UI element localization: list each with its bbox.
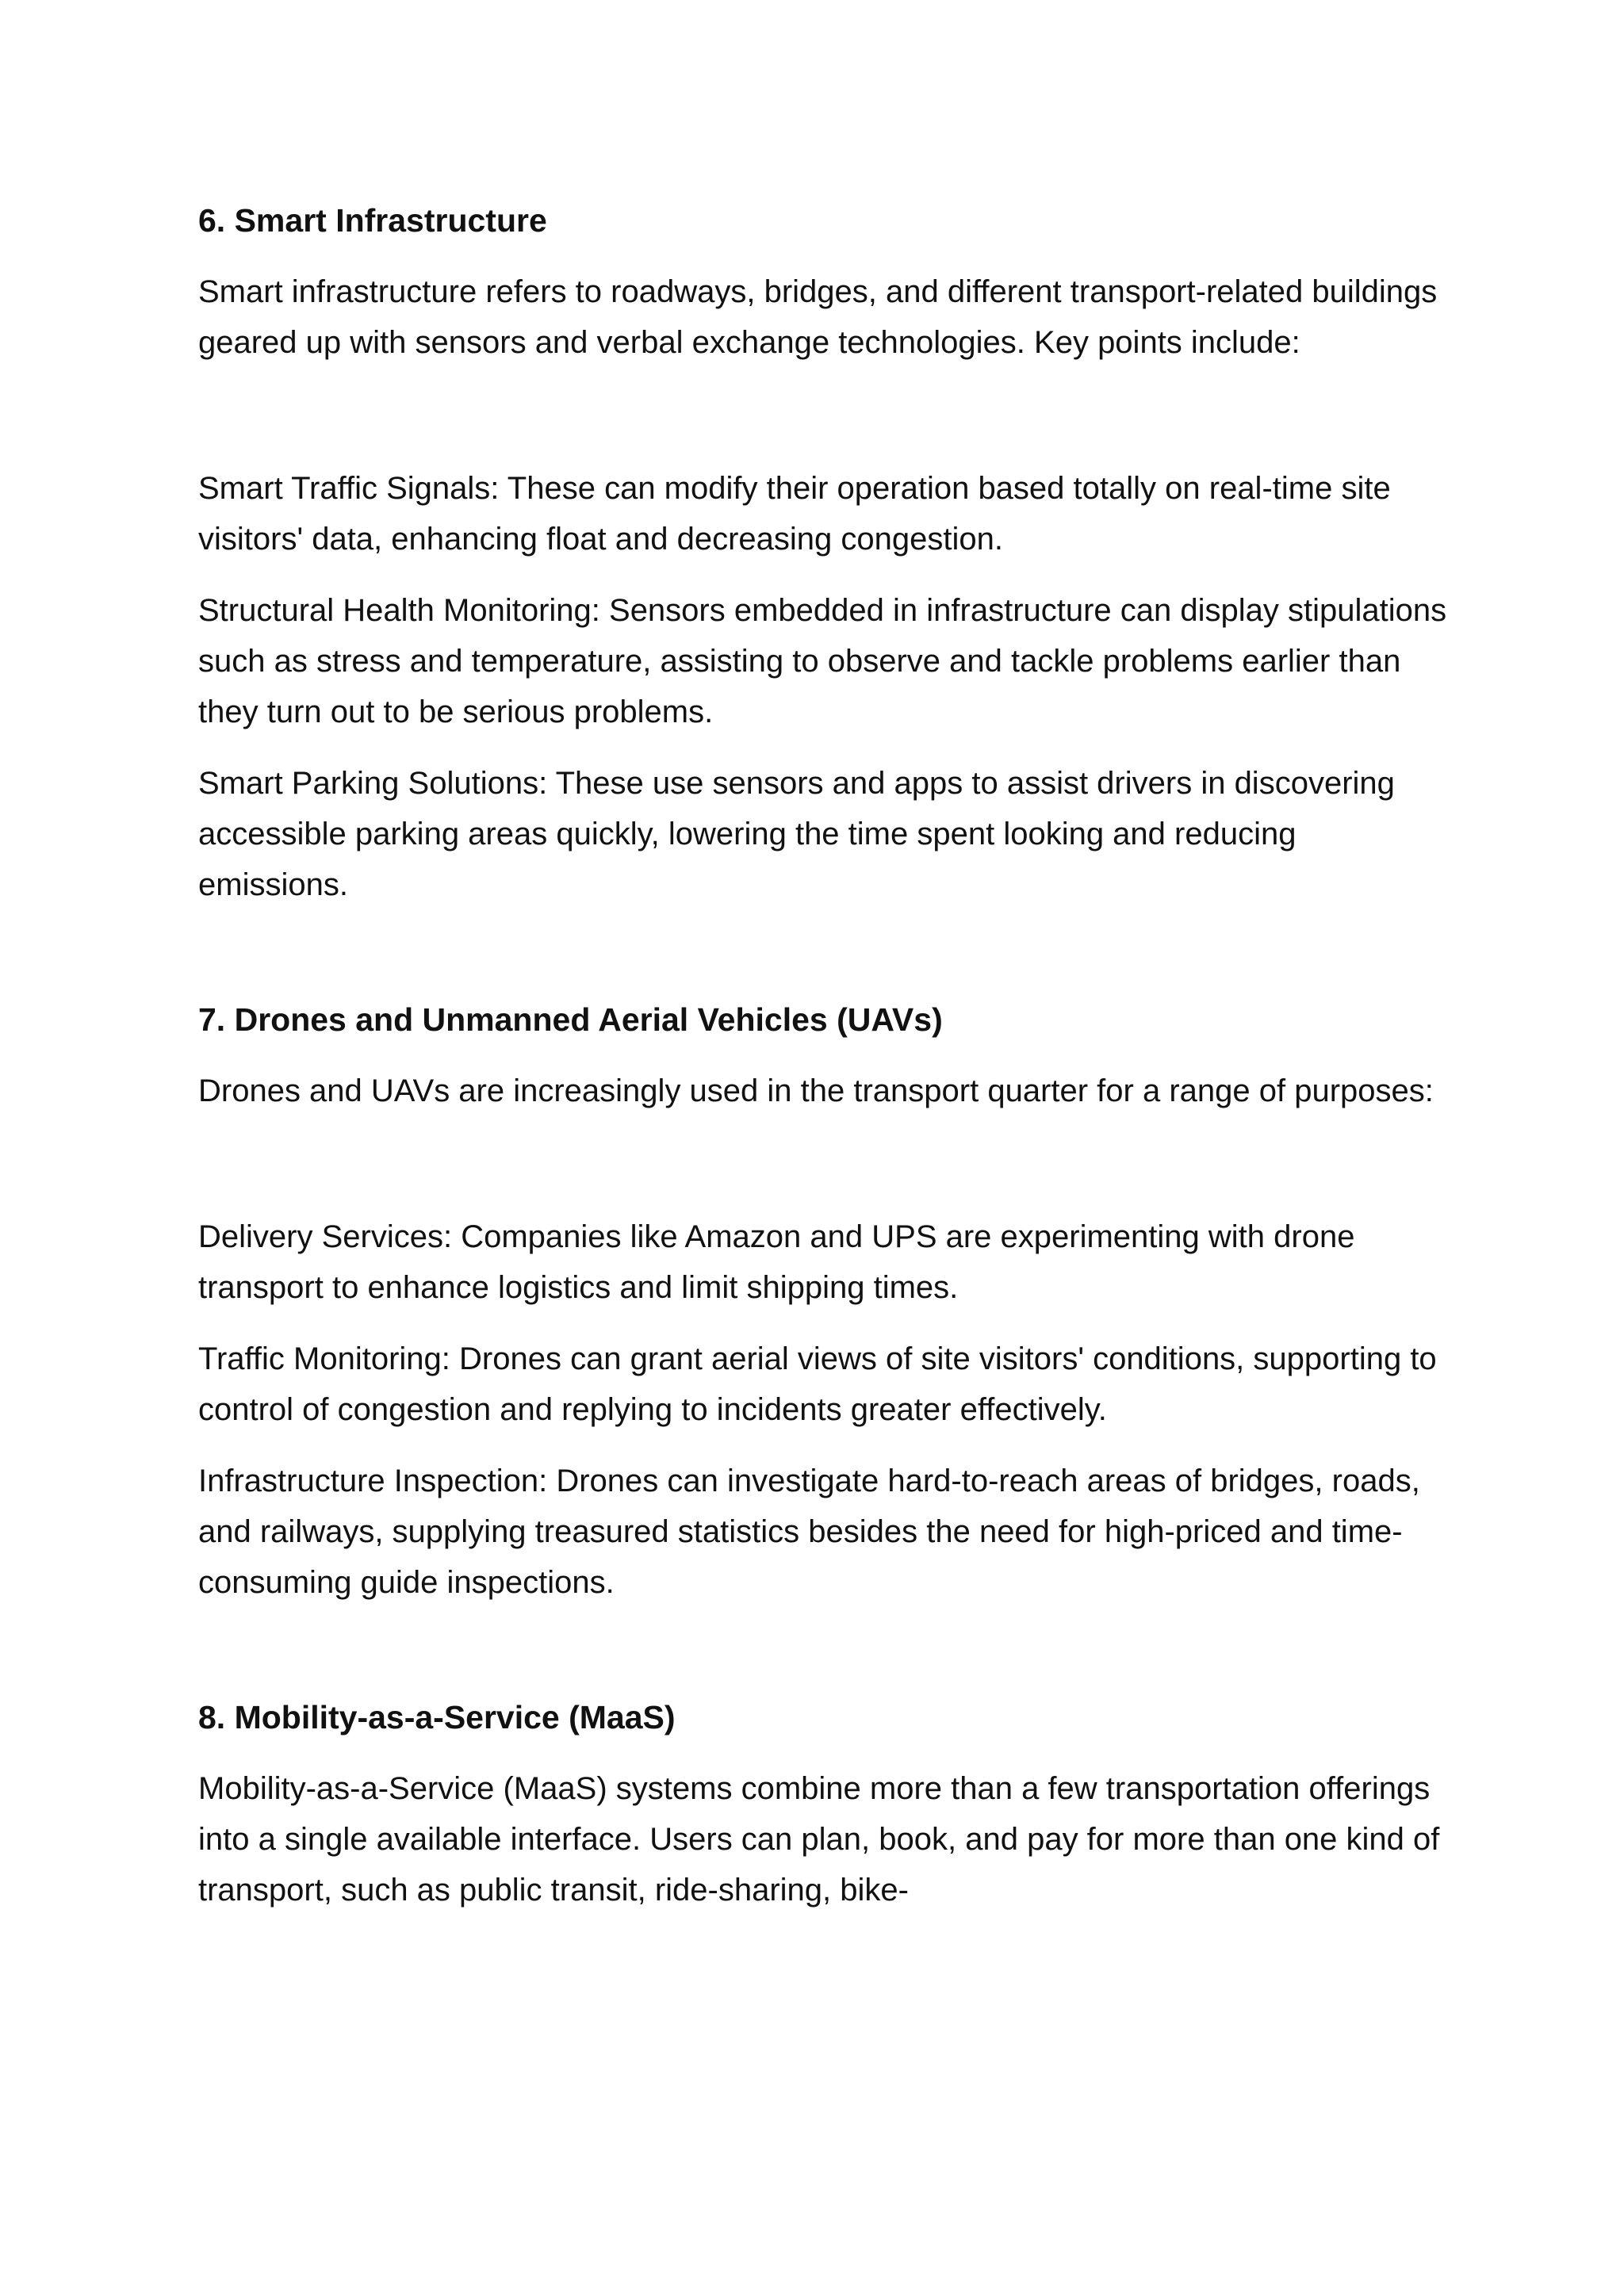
section-smart-infrastructure	[198, 198, 1451, 910]
section-intro: Drones and UAVs are increasingly used in the transport quarter for a range of purposes:	[198, 1073, 1434, 1108]
point-delivery-services: Delivery Services: Companies like Amazon and UPS are experimenting with drone transport to enhance logistics and limit shipping times.	[198, 1219, 1355, 1305]
section-intro: Mobility-as-a-Service (MaaS) systems combine more than a few transportation offerings into a single available interface. Users can plan, book, and pay for more than one kind of transport, such as public transit, ride-sharing, bike-	[198, 1771, 1440, 1908]
section-points	[198, 463, 1451, 910]
section-drones-uavs	[198, 997, 1451, 1608]
section-points	[198, 1211, 1451, 1608]
point-smart-traffic-signals: Smart Traffic Signals: These can modify their operation based totally on real-time site visitors' data, enhancing float and decreasing congestion.	[198, 471, 1391, 557]
section-heading: 8. Mobility-as-a-Service (MaaS)	[198, 1699, 676, 1735]
section-maas	[198, 1695, 1451, 1915]
point-structural-health-monitoring: Structural Health Monitoring: Sensors embedded in infrastructure can display stipulations such as stress and temperature, assisting to observe and tackle problems earlier than they turn out to be serious problems.	[198, 593, 1447, 729]
section-heading: 6. Smart Infrastructure	[198, 202, 547, 239]
document-body	[198, 198, 1451, 1915]
section-intro: Smart infrastructure refers to roadways, bridges, and different transport-related buildings geared up with sensors and verbal exchange technologies. Key points include:	[198, 274, 1438, 360]
point-smart-parking-solutions: Smart Parking Solutions: These use sensors and apps to assist drivers in discovering accessible parking areas quickly, lowering the time spent looking and reducing emissions.	[198, 766, 1395, 902]
point-infrastructure-inspection: Infrastructure Inspection: Drones can investigate hard-to-reach areas of bridges, roads, and railways, supplying treasured statistics besides the need for high-priced and time-consuming guide inspections.	[198, 1464, 1420, 1600]
section-heading: 7. Drones and Unmanned Aerial Vehicles (UAVs)	[198, 1001, 943, 1038]
point-traffic-monitoring: Traffic Monitoring: Drones can grant aerial views of site visitors' conditions, supporting to control of congestion and replying to incidents greater effectively.	[198, 1341, 1437, 1427]
